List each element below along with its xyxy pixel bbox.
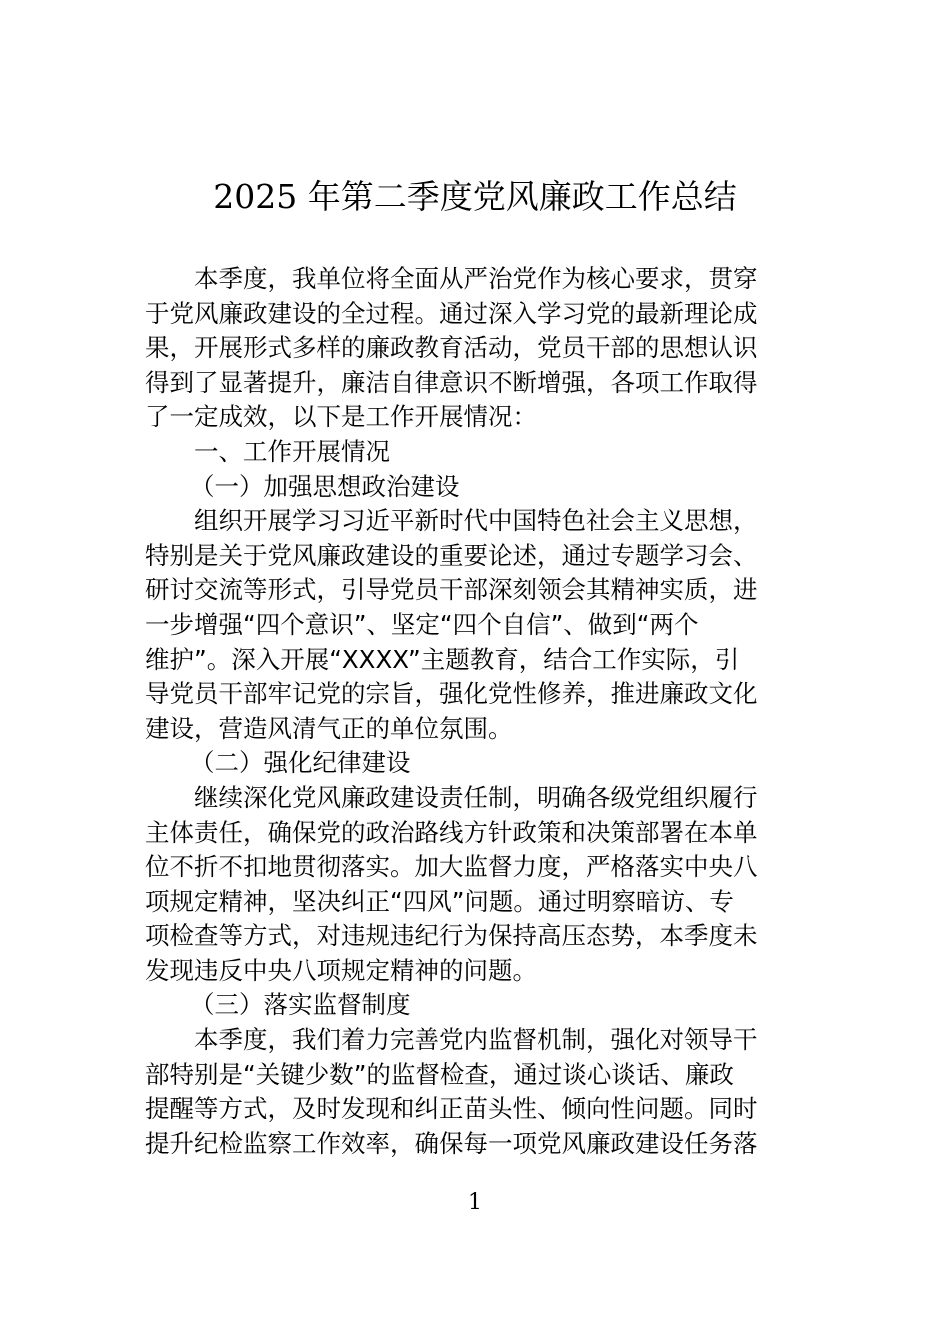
- paragraph-line: 于党风廉政建设的全过程。通过深入学习党的最新理论成: [145, 298, 758, 328]
- paragraph-line: 特别是关于党风廉政建设的重要论述，通过专题学习会、: [145, 540, 758, 570]
- paragraph-line: 一步增强“四个意识”、坚定“四个自信”、做到“两个: [145, 609, 699, 639]
- subsection-heading: （三）落实监督制度: [190, 990, 411, 1020]
- paragraph-line: 组织开展学习习近平新时代中国特色社会主义思想，: [194, 506, 758, 536]
- paragraph-line: 项规定精神，坚决纠正“四风”问题。通过明察暗访、专: [145, 886, 734, 916]
- paragraph-line: 了一定成效，以下是工作开展情况：: [145, 402, 537, 432]
- paragraph-line: 维护”。深入开展“XXXX”主题教育，结合工作实际，引: [145, 644, 740, 674]
- paragraph-line: 提升纪检监察工作效率，确保每一项党风廉政建设任务落: [145, 1128, 758, 1158]
- page-number: 1: [468, 1190, 482, 1215]
- paragraph-line: 得到了显著提升，廉洁自律意识不断增强，各项工作取得: [145, 367, 758, 397]
- paragraph-line: 果，开展形式多样的廉政教育活动，党员干部的思想认识: [145, 333, 758, 363]
- paragraph-line: 主体责任，确保党的政治路线方针政策和决策部署在本单: [145, 817, 758, 847]
- paragraph-line: 本季度，我单位将全面从严治党作为核心要求，贯穿: [194, 264, 758, 293]
- paragraph-line: 研讨交流等形式，引导党员干部深刻领会其精神实质，进: [145, 575, 758, 605]
- paragraph-line: 导党员干部牢记党的宗旨，强化党性修养，推进廉政文化: [145, 679, 758, 709]
- paragraph-line: 位不折不扣地贯彻落实。加大监督力度，严格落实中央八: [145, 852, 758, 882]
- subsection-heading: （二）强化纪律建设: [190, 748, 411, 778]
- subsection-heading: （一）加强思想政治建设: [190, 471, 460, 501]
- document-title: 2025 年第二季度党风廉政工作总结: [213, 177, 737, 216]
- document-body: [145, 262, 808, 1161]
- paragraph-line: 提醒等方式，及时发现和纠正苗头性、倾向性问题。同时: [145, 1094, 758, 1124]
- paragraph-line: 发现违反中央八项规定精神的问题。: [145, 955, 537, 985]
- paragraph-line: 本季度，我们着力完善党内监督机制，强化对领导干: [194, 1025, 758, 1055]
- paragraph-line: 项检查等方式，对违规违纪行为保持高压态势，本季度未: [145, 921, 758, 951]
- paragraph-line: 部特别是“关键少数”的监督检查，通过谈心谈话、廉政: [145, 1059, 734, 1089]
- section-heading: 一、工作开展情况: [194, 436, 390, 466]
- paragraph-line: 继续深化党风廉政建设责任制，明确各级党组织履行: [194, 782, 758, 812]
- paragraph-line: 建设，营造风清气正的单位氛围。: [145, 713, 513, 743]
